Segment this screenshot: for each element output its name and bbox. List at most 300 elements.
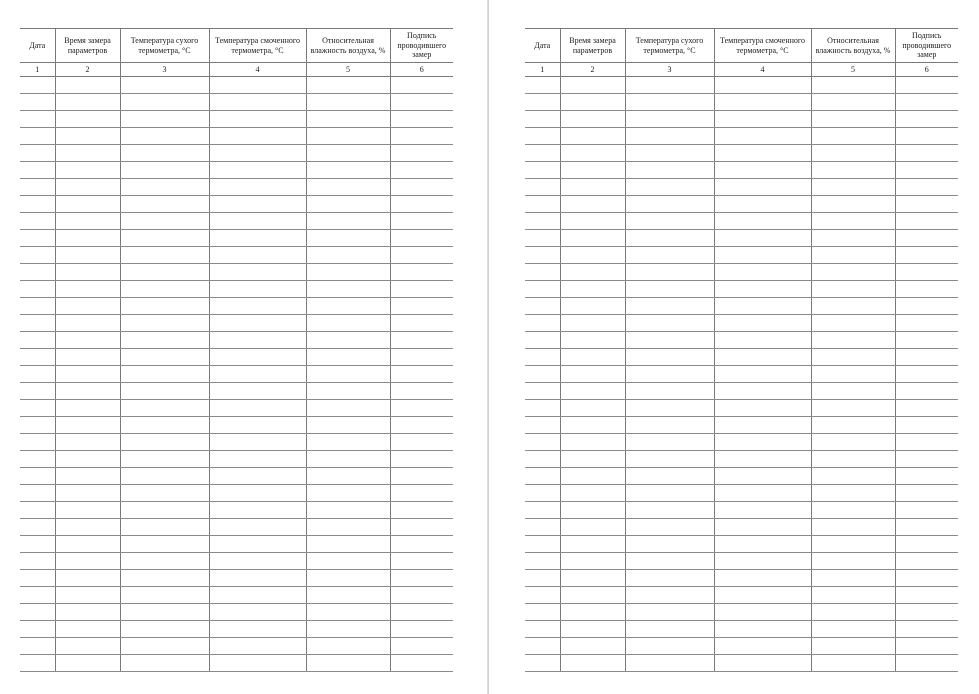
table-row	[525, 638, 958, 655]
table-cell	[560, 655, 625, 672]
table-row	[20, 230, 453, 247]
table-cell	[306, 230, 390, 247]
table-row	[525, 332, 958, 349]
table-row	[525, 519, 958, 536]
table-cell	[306, 400, 390, 417]
table-cell	[560, 128, 625, 145]
right-page	[489, 0, 979, 694]
table-cell	[895, 179, 958, 196]
measurement-log-table	[525, 28, 958, 672]
table-cell	[895, 570, 958, 587]
table-cell	[525, 213, 560, 230]
table-cell	[306, 332, 390, 349]
table-cell	[306, 128, 390, 145]
table-cell	[306, 468, 390, 485]
table-cell	[306, 502, 390, 519]
table-cell	[811, 77, 895, 94]
header-row	[525, 29, 958, 63]
table-cell	[714, 383, 811, 400]
table-cell	[714, 536, 811, 553]
table-cell	[55, 298, 120, 315]
table-cell	[525, 553, 560, 570]
table-cell	[560, 434, 625, 451]
table-cell	[120, 553, 209, 570]
table-cell	[120, 655, 209, 672]
table-cell	[895, 77, 958, 94]
table-cell	[55, 366, 120, 383]
table-cell	[306, 281, 390, 298]
table-cell	[714, 349, 811, 366]
table-cell	[625, 230, 714, 247]
table-cell	[306, 451, 390, 468]
table-cell	[390, 128, 453, 145]
table-cell	[811, 349, 895, 366]
table-cell	[525, 400, 560, 417]
table-cell	[560, 213, 625, 230]
table-cell	[811, 434, 895, 451]
table-row	[20, 196, 453, 213]
table-cell	[895, 638, 958, 655]
table-row	[20, 111, 453, 128]
table-cell	[625, 315, 714, 332]
table-cell	[306, 655, 390, 672]
table-cell	[714, 366, 811, 383]
table-cell	[209, 281, 306, 298]
header-signature: Подпись проводившего замер	[390, 29, 453, 63]
table-cell	[560, 468, 625, 485]
table-cell	[120, 281, 209, 298]
table-cell	[120, 264, 209, 281]
table-cell	[811, 519, 895, 536]
table-cell	[20, 468, 55, 485]
table-cell	[20, 502, 55, 519]
table-cell	[525, 349, 560, 366]
table-cell	[120, 400, 209, 417]
table-cell	[306, 349, 390, 366]
table-cell	[525, 502, 560, 519]
table-row	[20, 264, 453, 281]
table-cell	[55, 332, 120, 349]
table-cell	[55, 434, 120, 451]
table-cell	[625, 621, 714, 638]
table-cell	[209, 638, 306, 655]
table-cell	[714, 502, 811, 519]
table-row	[525, 451, 958, 468]
table-row	[525, 553, 958, 570]
table-cell	[714, 587, 811, 604]
table-cell	[895, 247, 958, 264]
table-cell	[306, 383, 390, 400]
table-cell	[811, 298, 895, 315]
table-cell	[811, 383, 895, 400]
table-row	[525, 417, 958, 434]
table-cell	[120, 383, 209, 400]
table-row	[20, 451, 453, 468]
table-cell	[811, 281, 895, 298]
table-cell	[55, 604, 120, 621]
table-cell	[209, 468, 306, 485]
table-cell	[306, 604, 390, 621]
table-cell	[625, 349, 714, 366]
table-cell	[209, 179, 306, 196]
table-cell	[120, 451, 209, 468]
table-cell	[895, 400, 958, 417]
table-cell	[306, 553, 390, 570]
table-cell	[55, 128, 120, 145]
table-cell	[811, 196, 895, 213]
table-cell	[625, 111, 714, 128]
column-number: 1	[20, 63, 55, 77]
column-number: 4	[209, 63, 306, 77]
table-cell	[525, 332, 560, 349]
column-number: 3	[625, 63, 714, 77]
table-cell	[390, 366, 453, 383]
table-cell	[811, 247, 895, 264]
table-cell	[525, 366, 560, 383]
table-cell	[811, 621, 895, 638]
table-cell	[209, 502, 306, 519]
table-cell	[811, 162, 895, 179]
table-cell	[20, 332, 55, 349]
measurement-log-table	[20, 28, 453, 672]
column-number: 6	[390, 63, 453, 77]
table-cell	[209, 366, 306, 383]
table-cell	[20, 315, 55, 332]
table-cell	[120, 638, 209, 655]
table-cell	[390, 264, 453, 281]
table-cell	[560, 400, 625, 417]
table-cell	[811, 94, 895, 111]
header-date: Дата	[525, 29, 560, 63]
table-cell	[306, 366, 390, 383]
table-row	[20, 281, 453, 298]
column-number-row	[20, 63, 453, 77]
table-cell	[20, 247, 55, 264]
table-cell	[714, 400, 811, 417]
table-cell	[625, 94, 714, 111]
table-cell	[525, 485, 560, 502]
table-cell	[55, 213, 120, 230]
table-cell	[811, 179, 895, 196]
table-cell	[306, 621, 390, 638]
table-cell	[120, 94, 209, 111]
table-row	[20, 621, 453, 638]
table-cell	[390, 298, 453, 315]
table-row	[20, 298, 453, 315]
table-cell	[895, 281, 958, 298]
table-row	[525, 298, 958, 315]
table-cell	[209, 196, 306, 213]
table-cell	[390, 604, 453, 621]
header-measure-time: Время замера параметров	[55, 29, 120, 63]
table-cell	[714, 451, 811, 468]
table-cell	[714, 468, 811, 485]
table-cell	[120, 213, 209, 230]
table-cell	[306, 536, 390, 553]
table-cell	[714, 179, 811, 196]
table-cell	[55, 638, 120, 655]
table-cell	[55, 94, 120, 111]
table-cell	[560, 519, 625, 536]
table-cell	[625, 553, 714, 570]
table-cell	[390, 621, 453, 638]
table-row	[525, 145, 958, 162]
table-cell	[390, 281, 453, 298]
table-cell	[895, 434, 958, 451]
header-row	[20, 29, 453, 63]
table-cell	[525, 77, 560, 94]
table-cell	[209, 298, 306, 315]
table-cell	[120, 485, 209, 502]
table-cell	[714, 162, 811, 179]
table-cell	[390, 570, 453, 587]
table-cell	[55, 502, 120, 519]
table-cell	[209, 587, 306, 604]
table-cell	[811, 485, 895, 502]
table-cell	[525, 145, 560, 162]
table-cell	[811, 315, 895, 332]
table-cell	[55, 162, 120, 179]
table-cell	[811, 570, 895, 587]
table-cell	[120, 128, 209, 145]
table-row	[525, 315, 958, 332]
table-cell	[895, 587, 958, 604]
column-number: 1	[525, 63, 560, 77]
table-cell	[120, 519, 209, 536]
table-cell	[120, 536, 209, 553]
table-row	[20, 315, 453, 332]
table-cell	[525, 451, 560, 468]
table-cell	[306, 196, 390, 213]
table-cell	[895, 230, 958, 247]
table-cell	[209, 349, 306, 366]
table-cell	[625, 196, 714, 213]
table-cell	[55, 230, 120, 247]
table-cell	[20, 179, 55, 196]
table-cell	[55, 570, 120, 587]
table-cell	[625, 536, 714, 553]
table-cell	[120, 77, 209, 94]
table-cell	[625, 587, 714, 604]
table-cell	[120, 570, 209, 587]
table-cell	[560, 536, 625, 553]
table-cell	[625, 519, 714, 536]
table-cell	[560, 366, 625, 383]
header-wet-thermometer: Температура смоченного термометра, °С	[714, 29, 811, 63]
table-cell	[625, 451, 714, 468]
table-cell	[625, 145, 714, 162]
header-measure-time: Время замера параметров	[560, 29, 625, 63]
table-row	[20, 366, 453, 383]
table-cell	[525, 519, 560, 536]
table-row	[20, 77, 453, 94]
table-cell	[209, 570, 306, 587]
table-cell	[55, 400, 120, 417]
table-cell	[390, 315, 453, 332]
table-cell	[120, 587, 209, 604]
table-row	[20, 502, 453, 519]
table-cell	[306, 519, 390, 536]
header-dry-thermometer: Температура сухого термометра, °С	[120, 29, 209, 63]
table-row	[525, 366, 958, 383]
table-row	[525, 621, 958, 638]
column-number: 3	[120, 63, 209, 77]
table-cell	[811, 332, 895, 349]
table-cell	[55, 417, 120, 434]
table-cell	[625, 298, 714, 315]
table-cell	[306, 587, 390, 604]
table-cell	[560, 621, 625, 638]
table-cell	[714, 621, 811, 638]
table-cell	[895, 553, 958, 570]
header-wet-thermometer: Температура смоченного термометра, °С	[209, 29, 306, 63]
table-cell	[560, 162, 625, 179]
table-cell	[525, 111, 560, 128]
table-cell	[525, 315, 560, 332]
table-cell	[20, 655, 55, 672]
table-row	[20, 587, 453, 604]
table-cell	[120, 366, 209, 383]
table-cell	[811, 502, 895, 519]
table-cell	[560, 587, 625, 604]
table-cell	[209, 247, 306, 264]
table-cell	[20, 553, 55, 570]
table-cell	[55, 145, 120, 162]
table-cell	[525, 587, 560, 604]
table-cell	[306, 417, 390, 434]
table-cell	[20, 77, 55, 94]
table-cell	[20, 604, 55, 621]
table-row	[20, 332, 453, 349]
table-cell	[120, 298, 209, 315]
table-cell	[55, 553, 120, 570]
table-cell	[390, 553, 453, 570]
table-cell	[625, 128, 714, 145]
table-cell	[811, 536, 895, 553]
table-cell	[525, 536, 560, 553]
table-cell	[209, 536, 306, 553]
table-row	[525, 468, 958, 485]
table-cell	[55, 196, 120, 213]
table-cell	[811, 230, 895, 247]
table-row	[20, 604, 453, 621]
table-cell	[20, 128, 55, 145]
table-cell	[811, 604, 895, 621]
table-cell	[120, 315, 209, 332]
table-row	[525, 77, 958, 94]
table-cell	[55, 468, 120, 485]
table-cell	[20, 519, 55, 536]
table-cell	[525, 128, 560, 145]
table-cell	[625, 264, 714, 281]
table-row	[20, 417, 453, 434]
column-number-row	[525, 63, 958, 77]
column-number: 2	[560, 63, 625, 77]
table-cell	[625, 366, 714, 383]
table-cell	[560, 230, 625, 247]
table-cell	[20, 264, 55, 281]
table-row	[525, 570, 958, 587]
table-cell	[811, 655, 895, 672]
table-row	[525, 485, 958, 502]
table-row	[20, 485, 453, 502]
table-cell	[560, 553, 625, 570]
table-cell	[895, 196, 958, 213]
table-cell	[811, 128, 895, 145]
table-cell	[560, 179, 625, 196]
table-cell	[714, 519, 811, 536]
table-row	[20, 213, 453, 230]
table-cell	[714, 77, 811, 94]
table-cell	[625, 638, 714, 655]
table-row	[525, 587, 958, 604]
table-cell	[390, 434, 453, 451]
table-cell	[811, 213, 895, 230]
table-cell	[120, 196, 209, 213]
table-row	[20, 655, 453, 672]
table-cell	[390, 230, 453, 247]
table-cell	[120, 468, 209, 485]
table-cell	[390, 145, 453, 162]
table-row	[525, 536, 958, 553]
table-cell	[811, 111, 895, 128]
table-cell	[209, 213, 306, 230]
table-cell	[20, 417, 55, 434]
table-cell	[525, 162, 560, 179]
table-cell	[714, 655, 811, 672]
table-cell	[390, 179, 453, 196]
table-cell	[306, 264, 390, 281]
table-row	[525, 213, 958, 230]
table-cell	[895, 519, 958, 536]
table-cell	[714, 298, 811, 315]
table-cell	[560, 332, 625, 349]
table-cell	[714, 434, 811, 451]
table-cell	[811, 451, 895, 468]
table-cell	[120, 434, 209, 451]
table-row	[20, 519, 453, 536]
table-cell	[209, 264, 306, 281]
table-cell	[525, 417, 560, 434]
table-cell	[714, 485, 811, 502]
table-cell	[120, 111, 209, 128]
table-cell	[120, 247, 209, 264]
table-row	[20, 162, 453, 179]
table-cell	[209, 383, 306, 400]
table-cell	[560, 196, 625, 213]
table-cell	[209, 145, 306, 162]
table-cell	[560, 298, 625, 315]
table-cell	[20, 587, 55, 604]
table-cell	[525, 655, 560, 672]
column-number: 5	[306, 63, 390, 77]
table-cell	[20, 366, 55, 383]
table-cell	[390, 400, 453, 417]
table-cell	[120, 145, 209, 162]
table-cell	[560, 485, 625, 502]
header-date: Дата	[20, 29, 55, 63]
table-cell	[306, 179, 390, 196]
table-cell	[525, 383, 560, 400]
table-row	[525, 604, 958, 621]
table-cell	[55, 281, 120, 298]
table-cell	[714, 417, 811, 434]
table-cell	[895, 162, 958, 179]
table-row	[525, 111, 958, 128]
table-cell	[525, 468, 560, 485]
table-row	[20, 400, 453, 417]
table-cell	[306, 638, 390, 655]
